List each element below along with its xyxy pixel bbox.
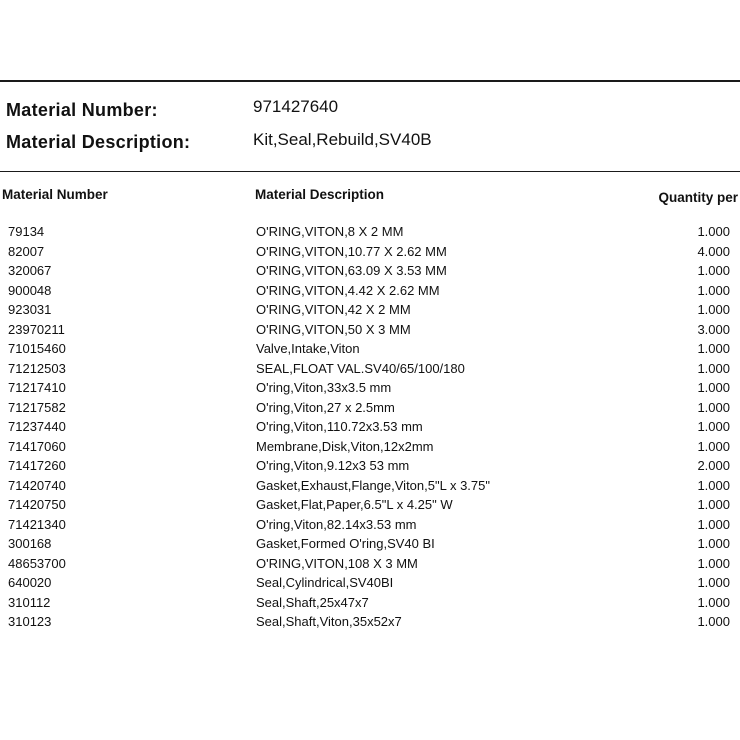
material-description-cell: O'RING,VITON,4.42 X 2.62 MM <box>256 282 440 298</box>
material-number-cell: 71217582 <box>8 399 66 415</box>
quantity-cell: 2.000 <box>697 458 730 473</box>
quantity-cell: 4.000 <box>697 243 730 259</box>
material-description-cell: O'ring,Viton,33x3.5 mm <box>256 380 392 395</box>
material-description-cell: Membrane,Disk,Viton,12x2mm <box>256 438 434 454</box>
header-divider <box>0 171 740 172</box>
material-description-cell: Gasket,Flat,Paper,6.5"L x 4.25" W <box>256 497 453 512</box>
material-description-cell: O'RING,VITON,50 X 3 MM <box>256 321 411 337</box>
material-number-cell: 48653700 <box>8 555 66 571</box>
material-number-value: 971427640 <box>253 97 339 116</box>
material-number-cell: 71417060 <box>8 438 66 454</box>
material-number-cell: 310112 <box>8 594 51 610</box>
quantity-cell: 1.000 <box>697 282 730 298</box>
table-row <box>0 242 740 262</box>
column-header-quantity-per: Quantity per <box>658 190 738 205</box>
material-number-cell: 71237440 <box>8 419 66 434</box>
table-row <box>0 515 740 535</box>
material-number-label: Material Number: <box>6 100 158 120</box>
material-number-cell: 71212503 <box>8 360 66 376</box>
table-row <box>0 359 740 379</box>
column-header-material-description: Material Description <box>255 187 385 202</box>
quantity-cell: 1.000 <box>697 575 730 590</box>
material-description-cell: O'ring,Viton,27 x 2.5mm <box>256 399 395 415</box>
material-description-cell: O'RING,VITON,63.09 X 3.53 MM <box>256 263 447 278</box>
table-row <box>0 534 740 554</box>
material-description-cell: O'ring,Viton,110.72x3.53 mm <box>256 419 423 434</box>
quantity-cell: 1.000 <box>697 224 730 239</box>
material-number-cell: 923031 <box>8 302 52 317</box>
quantity-cell: 1.000 <box>697 438 730 454</box>
quantity-cell: 1.000 <box>697 536 730 551</box>
table-row <box>0 612 740 632</box>
quantity-cell: 1.000 <box>697 263 730 278</box>
material-description-cell: O'RING,VITON,8 X 2 MM <box>256 224 404 239</box>
quantity-cell: 1.000 <box>697 419 730 434</box>
table-row <box>0 437 740 457</box>
material-description-cell: O'RING,VITON,10.77 X 2.62 MM <box>256 243 447 259</box>
top-rule <box>0 80 740 82</box>
quantity-cell: 1.000 <box>697 497 730 512</box>
material-number-cell: 640020 <box>8 575 52 590</box>
quantity-cell: 3.000 <box>697 321 730 337</box>
quantity-cell: 1.000 <box>697 360 730 376</box>
quantity-cell: 1.000 <box>697 477 730 493</box>
quantity-cell: 1.000 <box>697 594 730 610</box>
material-number-cell: 310123 <box>8 614 52 629</box>
material-description-cell: O'ring,Viton,9.12x3 53 mm <box>256 458 410 473</box>
material-description-cell: SEAL,FLOAT VAL.SV40/65/100/180 <box>256 360 465 376</box>
table-row <box>0 554 740 574</box>
material-number-cell: 71420740 <box>8 477 66 493</box>
table-row <box>0 398 740 418</box>
material-description-cell: Seal,Shaft,25x47x7 <box>256 594 369 610</box>
quantity-cell: 1.000 <box>697 614 730 629</box>
material-number-cell: 82007 <box>8 243 45 259</box>
material-number-cell: 71217410 <box>8 380 66 395</box>
table-row <box>0 320 740 340</box>
quantity-cell: 1.000 <box>697 341 730 356</box>
quantity-cell: 1.000 <box>697 399 730 415</box>
table-row <box>0 222 740 242</box>
material-number-cell: 71015460 <box>8 341 66 356</box>
material-description-cell: Valve,Intake,Viton <box>256 341 360 356</box>
table-row <box>0 417 740 437</box>
components-table <box>0 222 740 632</box>
quantity-cell: 1.000 <box>697 380 730 395</box>
table-row <box>0 300 740 320</box>
material-number-cell: 300168 <box>8 536 52 551</box>
table-row <box>0 456 740 476</box>
material-description-value: Kit,Seal,Rebuild,SV40B <box>253 130 432 149</box>
table-row <box>0 495 740 515</box>
quantity-cell: 1.000 <box>697 555 730 571</box>
quantity-cell: 1.000 <box>697 516 730 532</box>
table-row <box>0 261 740 281</box>
material-number-cell: 71420750 <box>8 497 66 512</box>
material-number-cell: 79134 <box>8 224 45 239</box>
material-description-cell: Seal,Shaft,Viton,35x52x7 <box>256 614 402 629</box>
material-number-cell: 320067 <box>8 263 52 278</box>
table-row <box>0 281 740 301</box>
material-description-cell: O'RING,VITON,42 X 2 MM <box>256 302 411 317</box>
table-row <box>0 593 740 613</box>
material-description-cell: O'ring,Viton,82.14x3.53 mm <box>256 516 417 532</box>
material-description-cell: Gasket,Exhaust,Flange,Viton,5"L x 3.75" <box>256 477 490 493</box>
quantity-cell: 1.000 <box>697 302 730 317</box>
material-description-cell: O'RING,VITON,108 X 3 MM <box>256 555 418 571</box>
table-row <box>0 339 740 359</box>
material-description-cell: Gasket,Formed O'ring,SV40 BI <box>256 536 435 551</box>
material-description-cell: Seal,Cylindrical,SV40BI <box>256 575 394 590</box>
table-row <box>0 378 740 398</box>
material-number-cell: 71421340 <box>8 516 66 532</box>
table-row <box>0 476 740 496</box>
material-number-cell: 71417260 <box>8 458 66 473</box>
column-header-material-number: Material Number <box>2 187 108 202</box>
material-number-cell: 23970211 <box>8 321 65 337</box>
table-row <box>0 573 740 593</box>
material-description-label: Material Description: <box>6 132 191 152</box>
material-number-cell: 900048 <box>8 282 52 298</box>
